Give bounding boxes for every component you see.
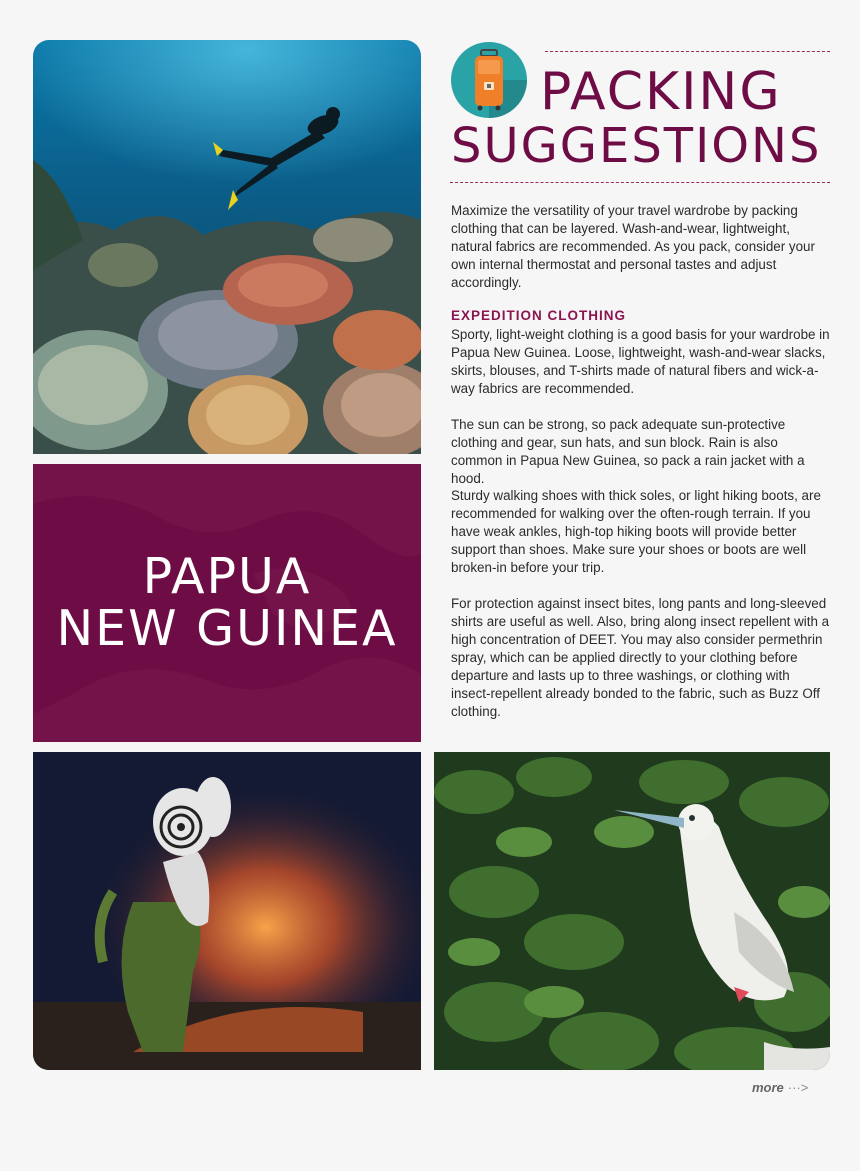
suitcase-icon	[451, 42, 527, 118]
section-heading: EXPEDITION CLOTHING	[451, 308, 627, 323]
header-rule-top	[545, 51, 830, 52]
more-label: more	[752, 1080, 784, 1095]
fire-dancer-photo	[33, 752, 421, 1070]
body-paragraph: Sporty, light-weight clothing is a good basis for your wardrobe in Papua New Guinea. Loose, lightweight, wash-and-wear slacks, skirts, blouses, and T-shirts made of natural fibers and wick-a-way fabrics are recommended.	[451, 327, 830, 396]
title-line-papua: PAPUA	[142, 548, 312, 605]
intro-paragraph: Maximize the versatility of your travel wardrobe by packing clothing that can be layered. Wash-and-wear, lightweight, natural fabrics are recommended. As you pack, consider your own internal thermostat and personal tastes and adjust accordingly.	[451, 203, 815, 290]
body-paragraph: For protection against insect bites, long pants and long-sleeved shirts are useful as well. Also, bring along insect repellent with a high concentration of DEET. You may also consider permethrin spray, which can be applied directly to your clothing before departure and lasts up to three washings, or clothing with insect-repellent already bonded to the fabric, such as Buzz Off clothing.	[451, 596, 830, 719]
more-link[interactable]	[752, 1080, 808, 1095]
body-paragraph: The sun can be strong, so pack adequate sun-protective clothing and gear, sun hats, and sun block. Rain is also common in Papua New Guinea, so pack a rain jacket with a hood.	[451, 417, 805, 486]
diver-reef-photo	[33, 40, 421, 454]
header-rule-bottom	[450, 182, 830, 183]
more-arrow-icon: ···>	[787, 1080, 809, 1095]
page-title-line1: PACKING	[540, 62, 782, 122]
destination-title-panel	[33, 464, 421, 742]
title-line-new-guinea: NEW GUINEA	[56, 600, 398, 657]
page-title-line2: SUGGESTIONS	[451, 118, 822, 174]
booby-bird-photo	[434, 752, 830, 1070]
body-paragraph: Sturdy walking shoes with thick soles, or light hiking boots, are recommended for walking over the often-rough terrain. If you have weak ankles, high-top hiking boots will provide better support than shoes. Make sure your shoes or boots are well broken-in before your trip.	[451, 488, 821, 575]
